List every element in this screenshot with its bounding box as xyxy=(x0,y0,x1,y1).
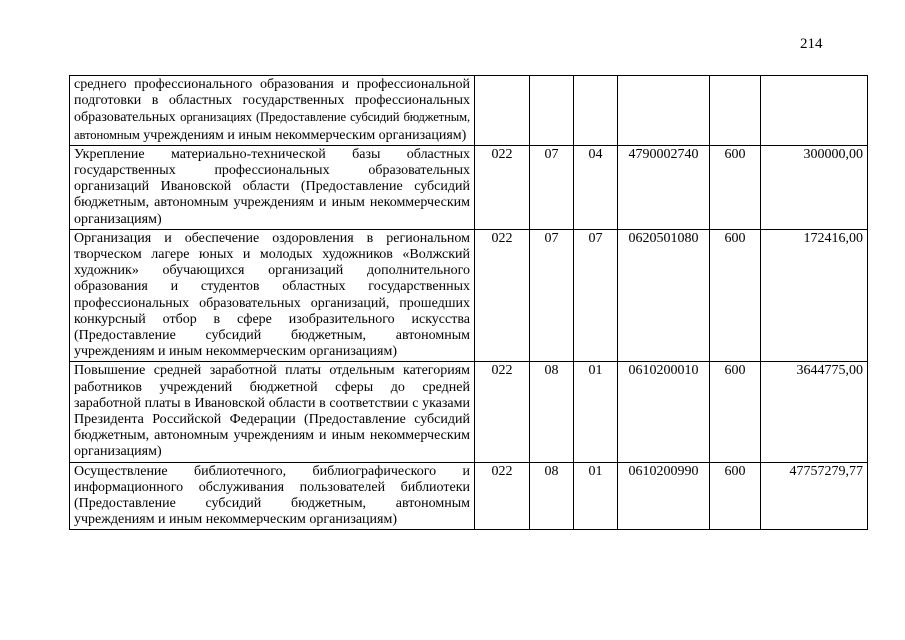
target-article-code: 0620501080 xyxy=(618,229,710,362)
table-row xyxy=(70,462,868,530)
expense-type-code xyxy=(710,76,761,146)
amount: 47757279,77 xyxy=(761,462,868,530)
amount: 3644775,00 xyxy=(761,362,868,462)
ministry-code xyxy=(475,76,530,146)
page-number: 214 xyxy=(800,36,823,52)
amount: 300000,00 xyxy=(761,145,868,229)
expense-type-code: 600 xyxy=(710,229,761,362)
subsection-code: 01 xyxy=(574,462,618,530)
description-text-small: организациях (Предоставление субсидий бюджетным, автономным xyxy=(74,110,471,142)
amount: 172416,00 xyxy=(761,229,868,362)
row-description xyxy=(70,76,475,146)
table-row xyxy=(70,362,868,462)
description-text: среднего профессионального образования и профессиональной подготовки в областных государственных профессиональных образовательных xyxy=(74,77,470,126)
section-code: 07 xyxy=(530,229,574,362)
subsection-code: 07 xyxy=(574,229,618,362)
expense-type-code: 600 xyxy=(710,362,761,462)
ministry-code: 022 xyxy=(475,145,530,229)
ministry-code: 022 xyxy=(475,229,530,362)
ministry-code: 022 xyxy=(475,462,530,530)
target-article-code xyxy=(618,76,710,146)
row-description: Осуществление библиотечного, библиографического и информационного обслуживания пользователей библиотеки (Предоставление субсидий бюджетным, автономным учреждениям и иным некоммерческим организациям) xyxy=(70,462,475,530)
target-article-code: 0610200990 xyxy=(618,462,710,530)
row-description: Повышение средней заработной платы отдельным категориям работников учреждений бюджетной сферы до средней заработной платы в Ивановской области в соответствии с указами Президента Российской Федерации (Предоставление субсидий бюджетным, автономным учреждениям и иным некоммерческим организациям) xyxy=(70,362,475,462)
section-code: 08 xyxy=(530,362,574,462)
ministry-code: 022 xyxy=(475,362,530,462)
row-description: Укрепление материально-технической базы областных государственных профессиональных образовательных организаций Ивановской области (Предоставление субсидий бюджетным, автономным учреждениям и иным некоммерческим организациям) xyxy=(70,145,475,229)
subsection-code xyxy=(574,76,618,146)
row-description: Организация и обеспечение оздоровления в региональном творческом лагере юных и молодых художников «Волжский художник» обучающихся организаций дополнительного образования и студентов областных государственных профессиональных образовательных организаций, прошедших конкурсный отбор в сфере изобразительного искусства (Предоставление субсидий бюджетным, автономным учреждениям и иным некоммерческим организациям) xyxy=(70,229,475,362)
table-row xyxy=(70,229,868,362)
subsection-code: 04 xyxy=(574,145,618,229)
section-code xyxy=(530,76,574,146)
target-article-code: 0610200010 xyxy=(618,362,710,462)
amount xyxy=(761,76,868,146)
budget-table xyxy=(69,75,868,530)
section-code: 07 xyxy=(530,145,574,229)
subsection-code: 01 xyxy=(574,362,618,462)
expense-type-code: 600 xyxy=(710,462,761,530)
table-row xyxy=(70,145,868,229)
target-article-code: 4790002740 xyxy=(618,145,710,229)
description-text-tail: учреждениям и иным некоммерческим организациям) xyxy=(143,127,467,143)
section-code: 08 xyxy=(530,462,574,530)
expense-type-code: 600 xyxy=(710,145,761,229)
table-row xyxy=(70,76,868,146)
